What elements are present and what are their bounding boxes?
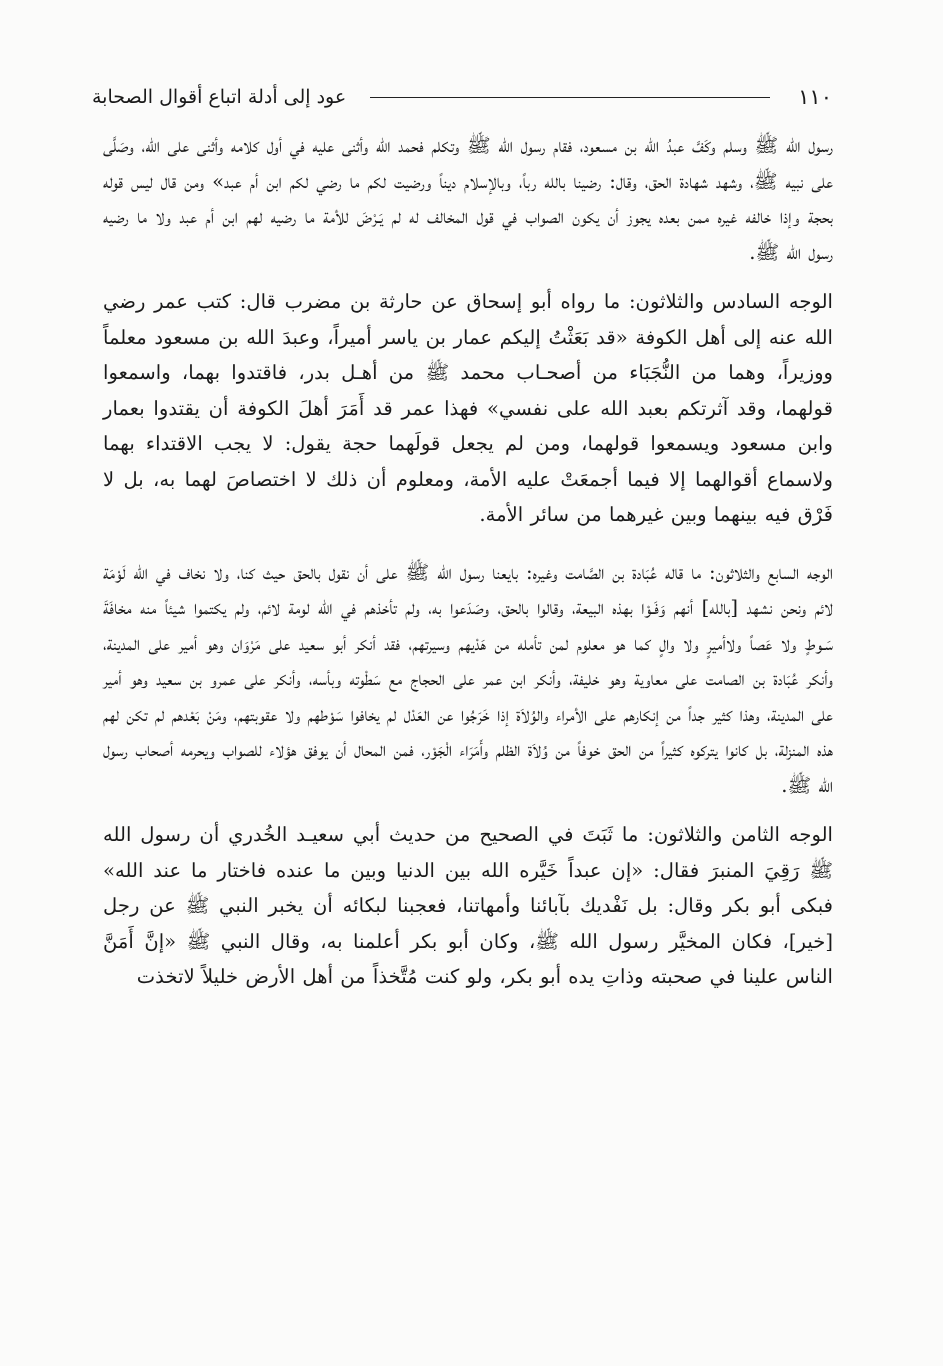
paragraph-1: رسول الله ﷺ وسلم وكَفَّ عبدُ الله بن مسعود، فقام رسول الله ﷺ وتكلم فحمد الله وأثنى عليه في أول كلامه وأثنى على الله، وصَلَّى على نبيه ﷺ، وشهد شهادة الحق، وقال: رضينا بالله رباً، وبالإسلام ديناً ورضيت لكم ما رضي لكم ابن أم عبد» ومن قال ليس قوله بحجة وإذا خالفه غيره ممن بعده يجوز أن يكون الصواب في قول المخالف له لم يَـرْضَ للأمة ما رضيه لهم ابن أم عبد ولا ما رضيه رسول الله ﷺ. [103,134,833,264]
header-rule [370,97,770,98]
page-header [92,82,832,114]
running-title: عود إلى أدلة اتباع أقوال الصحابة [92,86,347,108]
body-text [103,128,833,995]
page-number: ١١٠ [798,85,832,109]
paragraph-3: الوجه السابع والثلاثون: ما قاله عُبَادة بن الصَّامت وغيره: بايعنا رسول الله ﷺ على أن نقول بالحق حيث كنا، ولا نخاف في الله لَوْمَة لائم ونحن نشهد [بالله] أنهم وَفَـوْا بهذه البيعة، وقالوا بالحق، وصَدَعوا به، ولم تأخذهم في الله لومة لائم، ولم يكتموا شيئاً منه مخافَةَ سَـوطٍ ولا عَصاً ولاأميرٍ ولا والٍ كما هو معلوم لمن تأمله من هَدْيهم وسيرتهم، فقد أنكر أبو سعيد على مَرْوَان وهو أمير على المدينة، وأنكر عُبَادة بن الصامت على معاوية وهو خليفة، وأنكر ابن عمر على الحجاج مع سَطْوته وبأسه، وأنكر على عمرو بن سعيد وهو أمير على المدينة، وهذا كثير جداً من إنكارهم على الأمراء والوُلاَة إذا خَرَجُوا عن العَدْل لم يخافوا سَوْطهم ولا عقوبتهم، ومَنْ بَعْدهم لم تكن لهم هذه المنزلة، بل كانوا يتركوه كثيراً من الحق خوفاً من وُلاَة الظلم وأَمَرَاء الْجَوْر، فمن المحال أن يوفق هؤلاء للصواب ويحرمه أصحاب رسول الله ﷺ. [103,560,833,797]
paragraph-4: الوجه الثامن والثلاثون: ما ثَبَتَ في الصحيح من حديث أبي سعيـد الخُدري أن رسول الله ﷺ رَقِيَ المنبرَ فقال: «إن عبداً خَيَّره الله بين الدنيا وبين ما عنده فاختار ما عند الله» فبكى أبو بكر وقال: بل نَفْديك بآبائنا وأمهاتنا، فعجبنا لبكائه أن يخبر النبي ﷺ عن رجل [خير]، فكان المخيَّر رسول الله ﷺ، وكان أبو بكر أعلمنا به، وقال النبي ﷺ «إنَّ أَمَنَّ الناس علينا في صحبته وذاتِ يده أبو بكر، ولو كنت مُتَّخذاً من أهل الأرض خليلاً لاتخذت [103,823,833,988]
paragraph-2: الوجه السادس والثلاثون: ما رواه أبو إسحاق عن حارثة بن مضرب قال: كتب عمر رضي الله عنه إلى أهل الكوفة «قد بَعَثْتُ إليكم عمار بن ياسر أميراً، وعبدَ الله بن مسعود معلماً ووزيراً، وهما من النُّجَبَاء من أصحـاب محمد ﷺ من أهـل بدر، فاقتدوا بهما، واسمعوا قولهما، وقد آثرتكم بعبد الله على نفسي» فهذا عمر قد أَمَرَ أهلَ الكوفة أن يقتدوا بعمار وابن مسعود ويسمعوا قولهما، ومن لم يجعل قولَهما حجة يقول: لا يجب الاقتداء بهما ولاسماع أقوالهما إلا فيما أجمعَتْ عليه الأمة، ومعلوم أن ذلك لا اختصاصَ لهما به، بل لا فَرْق فيه بينهما وبين غيرهما من سائر الأمة. [103,290,833,526]
